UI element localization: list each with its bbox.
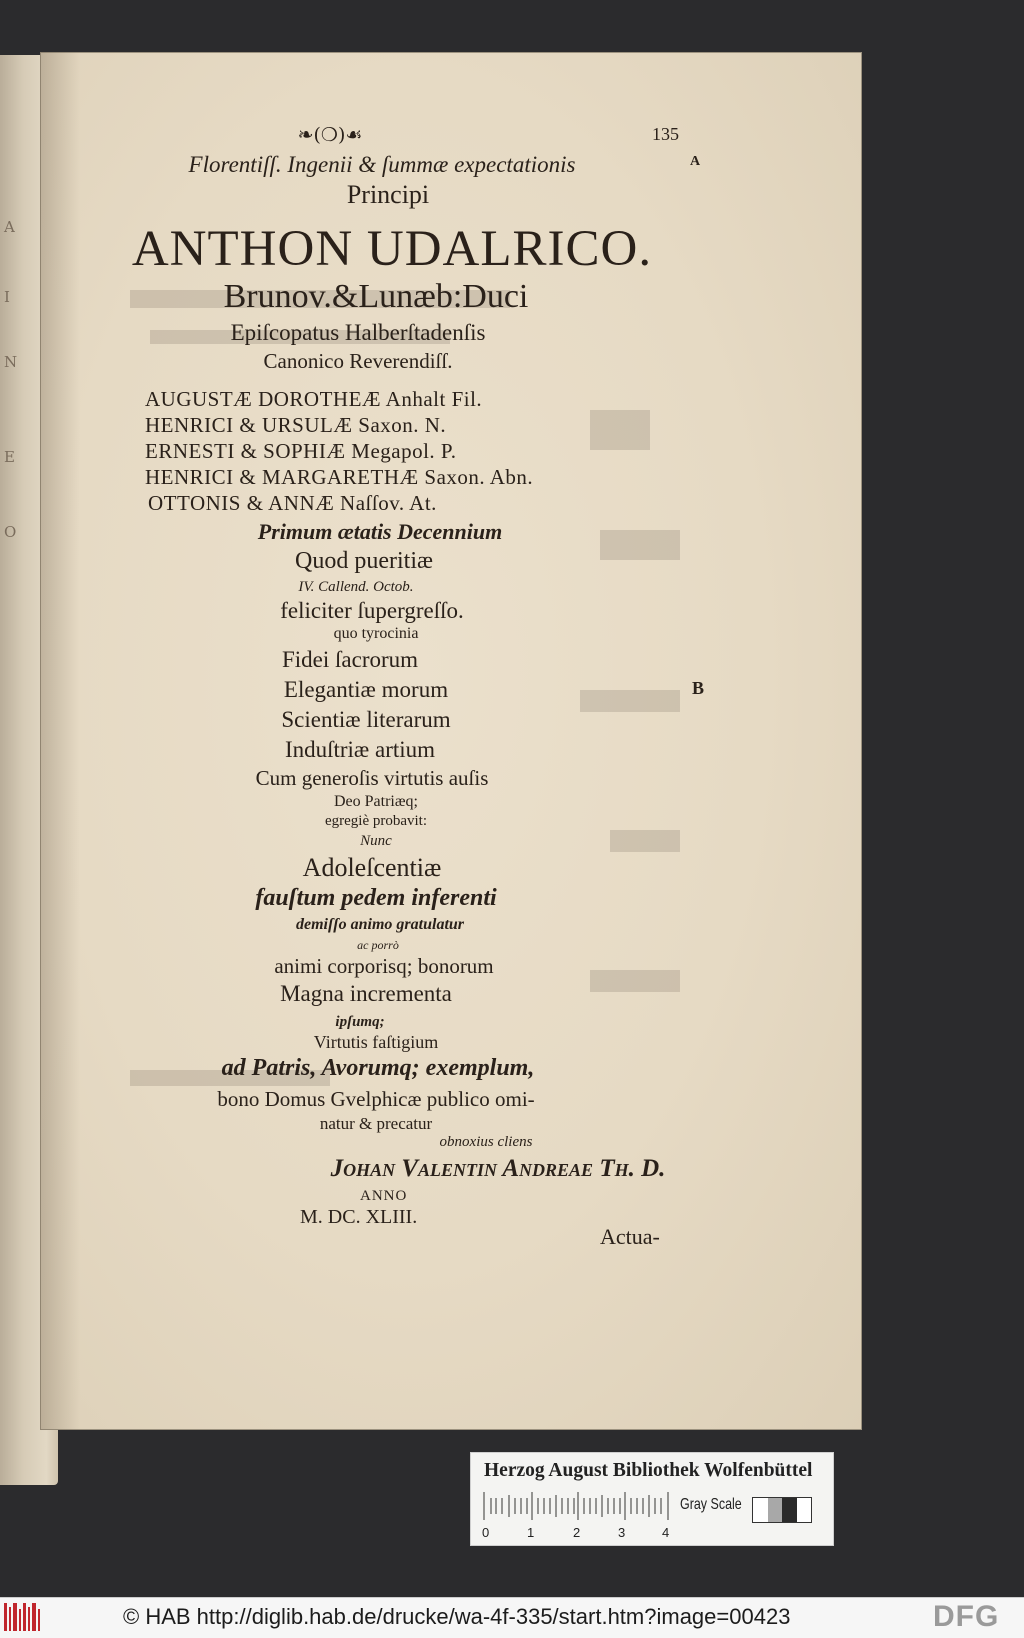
genealogy-line: HENRICI & URSULÆ Saxon. N. — [145, 413, 447, 437]
signature-mark: A — [690, 154, 701, 169]
dedication-line: egregiè probavit: — [324, 813, 428, 829]
facing-page-fragment: O — [4, 523, 17, 541]
dedication-line: Deo Patriæq; — [334, 793, 418, 810]
dedication-line: Scientiæ literarum — [281, 707, 451, 732]
dedication-line: quo tyrocinia — [333, 625, 419, 642]
dedicatee-name: ANTHON UDALRICO. — [131, 221, 653, 277]
dedication-line: Elegantiæ morum — [283, 677, 449, 702]
genealogy-line: OTTONIS & ANNÆ Naſſov. At. — [148, 491, 437, 515]
barcode-logo-icon — [4, 1601, 44, 1633]
catchword: Actua- — [600, 1224, 660, 1249]
dedication-line: demiſſo animo gratulatur — [295, 916, 465, 933]
genealogy-line: HENRICI & MARGARETHÆ Saxon. Abn. — [145, 465, 534, 489]
scale-number: 2 — [573, 1525, 581, 1540]
dedication-line: Canonico Reverendiſſ. — [263, 349, 453, 373]
facing-page-fragment: E — [4, 448, 15, 466]
scale-ruler — [482, 1492, 672, 1522]
dedication-line: Primum ætatis Decennium — [257, 519, 503, 544]
dfg-logo: DFG — [933, 1600, 1000, 1633]
author-name: Johan Valentin Andreae Th. D. — [330, 1155, 666, 1182]
dedication-line: ad Patris, Avorumq; exemplum, — [221, 1055, 535, 1081]
gray-patch — [797, 1498, 812, 1522]
page-gutter-shadow — [40, 52, 80, 1430]
gray-patch — [782, 1498, 797, 1522]
genealogy-line: AUGUSTÆ DOROTHEÆ Anhalt Fil. — [145, 387, 483, 411]
dedication-line: Quod pueritiæ — [295, 548, 433, 574]
signature-mark: B — [692, 678, 705, 698]
scale-number: 3 — [618, 1525, 626, 1540]
publication-year: M. DC. XLIII. — [300, 1206, 418, 1228]
dedication-line: ac porrò — [357, 938, 399, 952]
dedication-line: fauſtum pedem inferenti — [255, 885, 497, 911]
gray-scale-label: Gray Scale — [680, 1496, 742, 1513]
dedication-line: Nunc — [360, 833, 392, 849]
dedication-line: feliciter ſupergreſſo. — [280, 598, 464, 623]
dedication-line: obnoxius cliens — [439, 1134, 533, 1150]
genealogy-line: ERNESTI & SOPHIÆ Megapol. P. — [145, 439, 457, 463]
dedication-line: Magna incrementa — [280, 981, 452, 1006]
facing-page-fragment: I — [4, 288, 10, 306]
dedication-line: Epiſcopatus Halberſtadenſis — [230, 320, 486, 345]
scale-number: 0 — [482, 1525, 490, 1540]
ornament-header: ❧(❍)☙ — [297, 124, 363, 146]
source-url[interactable]: © HAB http://diglib.hab.de/drucke/wa-4f-335/start.htm?image=00423 — [123, 1604, 791, 1629]
dedication-line: natur & precatur — [319, 1114, 433, 1133]
scale-number: 4 — [662, 1525, 670, 1540]
facing-page-fragment: A — [4, 218, 15, 236]
dedication-line: Brunov.&Lunæb:Duci — [223, 278, 529, 315]
dedication-line: bono Domus Gvelphicæ publico omi- — [217, 1087, 535, 1111]
gray-patch — [768, 1498, 783, 1522]
dedication-line: animi corporisq; bonorum — [274, 954, 494, 978]
gray-scale-patches — [752, 1497, 812, 1523]
dedication-line: ipſumq; — [335, 1014, 385, 1030]
dedication-line: Florentiſſ. Ingenii & ſummæ expectationis — [188, 152, 576, 177]
library-name: Herzog August Bibliothek Wolfenbüttel — [484, 1460, 813, 1481]
dedication-line: Induſtriæ artium — [284, 737, 436, 762]
dedication-line: Cum generoſis virtutis auſis — [255, 766, 489, 790]
scale-number: 1 — [527, 1525, 535, 1540]
dedication-line: Adoleſcentiæ — [302, 853, 442, 882]
dedication-line: ANNO — [360, 1188, 408, 1204]
dedication-line: Virtutis faſtigium — [313, 1032, 439, 1052]
page-number: 135 — [652, 124, 679, 144]
dedication-line: IV. Callend. Octob. — [298, 579, 414, 595]
dedication-line: Principi — [346, 180, 430, 209]
dedication-line: Fidei ſacrorum — [281, 647, 419, 672]
facing-page-fragment: N — [4, 353, 18, 371]
gray-patch — [753, 1498, 768, 1522]
